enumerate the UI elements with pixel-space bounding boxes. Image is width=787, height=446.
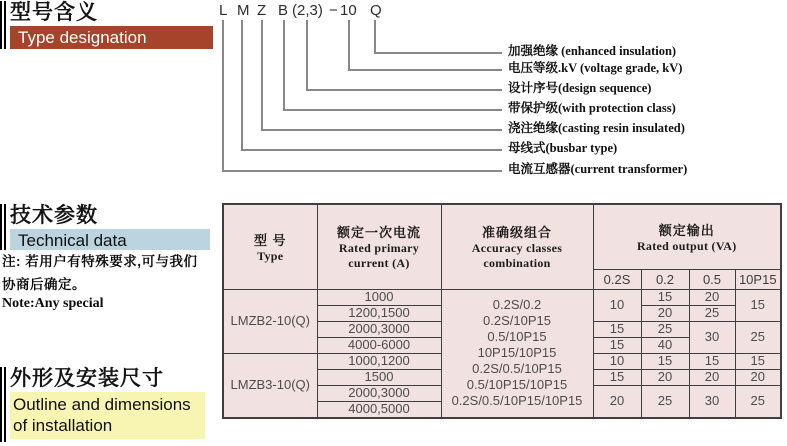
connector-line [261,129,502,131]
type-designation-title-zh: 型号含义 [10,1,98,24]
current-cell: 1000 [317,289,441,305]
col-header-rated-primary-current: 额定一次电流 Rated primary current (A) [317,204,441,289]
current-cell: 2000,3000 [317,385,441,401]
output-cell: 15 [593,321,641,337]
output-cell: 20 [689,369,735,385]
table-body [223,289,781,418]
accuracy-combination-line: 0.2S/0.2 [492,297,542,312]
accuracy-combination-line: 10P15/10P15 [477,345,557,360]
code-segment-23: (2,3) [292,2,323,19]
section-technical-data [0,204,210,250]
connector-line [348,20,350,69]
outline-banner: Outline and dimensions of installation [10,392,205,439]
output-cell: 20 [735,369,781,385]
code-segment-B: B [278,2,289,19]
connector-line [306,20,308,89]
connector-line [374,20,376,52]
connector-line [306,89,502,91]
output-cell: 15 [593,337,641,353]
current-cell: 1000,1200 [317,353,441,369]
code-segment-10: 10 [340,2,357,19]
output-cell: 20 [593,385,641,418]
code-segment-Z: Z [257,2,267,19]
code-segment-L: L [219,2,228,19]
connector-line [241,149,502,151]
output-cell: 15 [735,289,781,321]
output-cell: 25 [735,321,781,353]
output-cell: 25 [641,385,689,418]
connector-line [241,20,243,149]
type-cell: LMZB3-10(Q) [223,353,317,418]
accuracy-combination-line: 0.5/10P15 [487,329,547,344]
output-cell: 30 [689,385,735,418]
subcol-header-02: 0.2 [641,269,689,289]
accuracy-combination-line: 0.5/10P15/10P15 [466,377,568,392]
designation-label-casting-resin: 浇注绝缘(casting resin insulated) [508,121,685,135]
code-segment-Q: Q [370,2,382,19]
section-outline-dimensions [0,367,205,442]
note-zh-line2: 协商后确定。 [2,277,86,292]
technical-data-table [222,203,782,419]
output-cell: 30 [689,321,735,353]
accuracy-combination-line: 0.2S/0.5/10P15/10P15 [451,393,583,408]
subcol-header-10p15: 10P15 [735,269,781,289]
col-header-accuracy-classes: 准确级组合 Accuracy classes combination [441,204,593,289]
current-cell: 1500 [317,369,441,385]
designation-label-voltage-grade: 电压等级.kV (voltage grade, kV) [508,61,683,75]
code-segment-dash: − [329,2,338,19]
connector-line [222,170,502,172]
output-cell: 15 [641,289,689,305]
designation-label-design-sequence: 设计序号(design sequence) [508,81,652,95]
code-segment-M: M [237,2,250,19]
subcol-header-05: 0.5 [689,269,735,289]
note-en: Note:Any special [2,296,104,311]
output-cell: 25 [689,305,735,321]
current-cell: 1200,1500 [317,305,441,321]
type-designation-banner: Type designation [10,26,213,49]
designation-label-enhanced-insulation: 加强绝缘 (enhanced insulation) [508,44,677,58]
connector-line [283,20,285,109]
connector-line [261,20,263,129]
current-cell: 4000-6000 [317,337,441,353]
designation-label-busbar-type: 母线式(busbar type) [508,141,618,155]
connector-line [283,109,502,111]
output-cell: 10 [593,289,641,321]
output-cell: 20 [641,305,689,321]
output-cell: 10 [593,353,641,369]
output-cell: 15 [641,353,689,369]
output-cell: 15 [735,353,781,369]
current-cell: 4000,5000 [317,401,441,418]
section-type-designation [0,1,213,49]
technical-data-banner: Technical data [10,229,210,250]
output-cell: 15 [689,353,735,369]
col-header-rated-output: 额定输出 Rated output (VA) [593,204,781,269]
designation-label-protection-class: 带保护级(with protection class) [508,101,676,115]
table-row [223,289,781,305]
output-cell: 20 [689,289,735,305]
designation-label-current-transformer: 电流互感器(current transformer) [508,162,688,176]
output-cell: 20 [641,369,689,385]
connector-line [348,69,502,71]
output-cell: 25 [735,385,781,418]
type-cell: LMZB2-10(Q) [223,289,317,353]
output-cell: 15 [593,369,641,385]
current-cell: 2000,3000 [317,321,441,337]
accuracy-combinations-cell [441,289,593,418]
col-header-type: 型 号 Type [223,204,317,289]
accuracy-combination-line: 0.2S/10P15 [483,313,551,328]
connector-line [222,20,224,170]
outline-title-zh: 外形及安装尺寸 [10,367,164,390]
note-zh-line1: 注: 若用户有特殊要求,可与我们 [2,254,198,269]
output-cell: 40 [641,337,689,353]
subcol-header-02s: 0.2S [593,269,641,289]
accuracy-combination-line: 0.2S/0.5/10P15 [472,361,562,376]
output-cell: 25 [641,321,689,337]
technical-data-title-zh: 技术参数 [10,204,98,227]
connector-line [374,52,502,54]
